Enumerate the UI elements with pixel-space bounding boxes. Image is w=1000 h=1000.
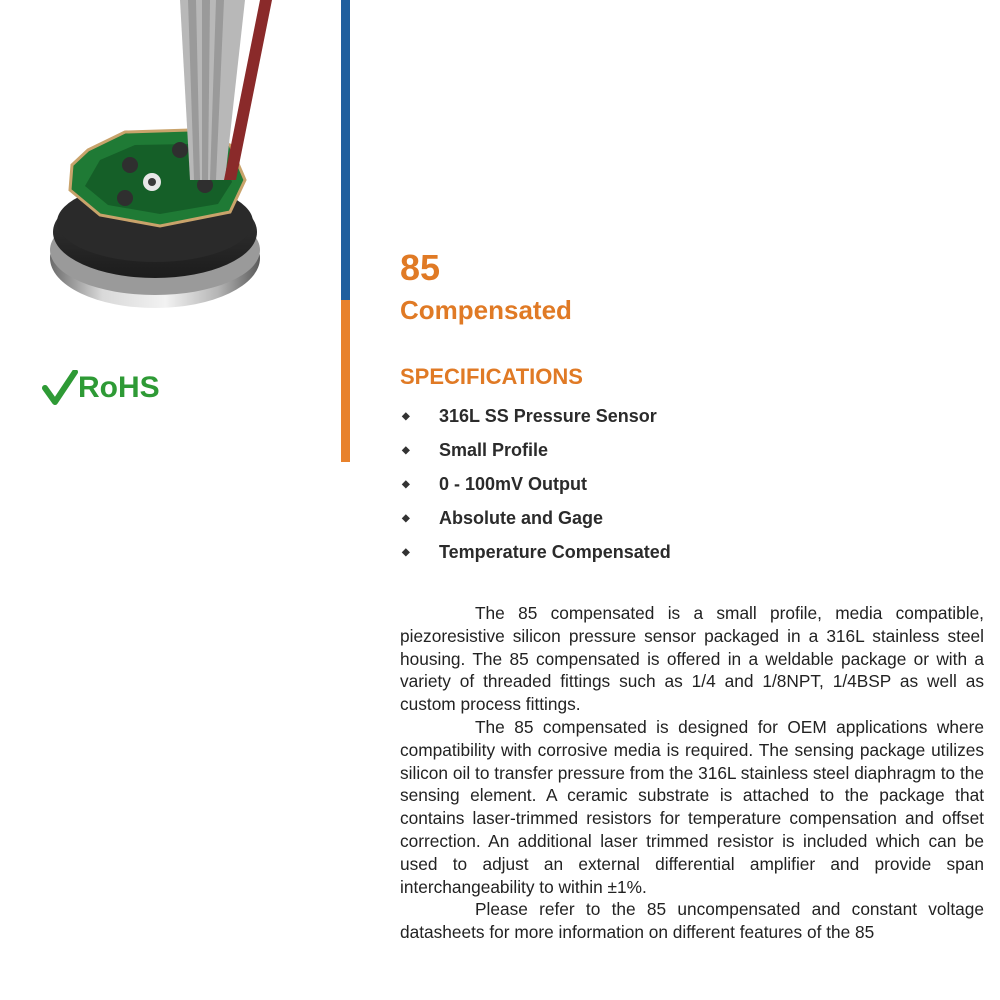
product-subtitle: Compensated <box>400 295 572 325</box>
divider-bar-orange <box>341 300 350 462</box>
spec-item-label: Small Profile <box>439 440 549 461</box>
divider-bar-blue <box>341 0 350 300</box>
bullet-icon: ◆ <box>402 546 410 558</box>
spec-item-label: 0 - 100mV Output <box>439 473 588 494</box>
description-paragraph: The 85 compensated is designed for OEM applications where compatibility with corrosive media is required. The sensing package utilizes silicon oil to transfer pressure from the 316L stainless steel diaphragm to the sensing element. A ceramic substrate is attached to the package that contains laser-trimmed resistors for temperature compensation and offset correction. An additional laser trimmed resistor is included which can be used to adjust an external differential amplifier and provide span interchangeability to within ±1%. <box>400 716 984 897</box>
bullet-icon: ◆ <box>402 411 410 423</box>
bullet-icon: ◆ <box>402 445 410 457</box>
description-paragraph: The 85 compensated is a small profile, media compatible, piezoresistive silicon pressure sensor packaged in a 316L stainless steel housing. The 85 compensated is offered in a weldable package or with a variety of threaded fittings such as 1/4 and 1/8NPT, 1/4BSP as well as custom process fittings. <box>400 603 984 715</box>
spec-item-label: Temperature Compensated <box>439 541 671 562</box>
spec-item-label: Absolute and Gage <box>439 507 604 528</box>
check-icon <box>42 370 78 406</box>
description-paragraph: Please refer to the 85 uncompensated and constant voltage datasheets for more information on different features of the 85 <box>400 899 984 943</box>
product-description <box>400 602 984 944</box>
pressure-sensor-photo <box>40 0 280 315</box>
spec-item <box>400 434 671 468</box>
bullet-icon: ◆ <box>402 512 410 524</box>
specifications-list <box>400 400 671 569</box>
spec-item <box>400 468 671 502</box>
spec-item <box>400 400 671 434</box>
rohs-badge <box>42 368 160 408</box>
spec-item-label: 316L SS Pressure Sensor <box>439 406 657 427</box>
rohs-label: RoHS <box>78 371 160 404</box>
bullet-icon: ◆ <box>402 478 410 490</box>
spec-item <box>400 501 671 535</box>
model-number: 85 <box>400 247 441 288</box>
spec-item <box>400 535 671 569</box>
specifications-heading: SPECIFICATIONS <box>400 364 583 389</box>
